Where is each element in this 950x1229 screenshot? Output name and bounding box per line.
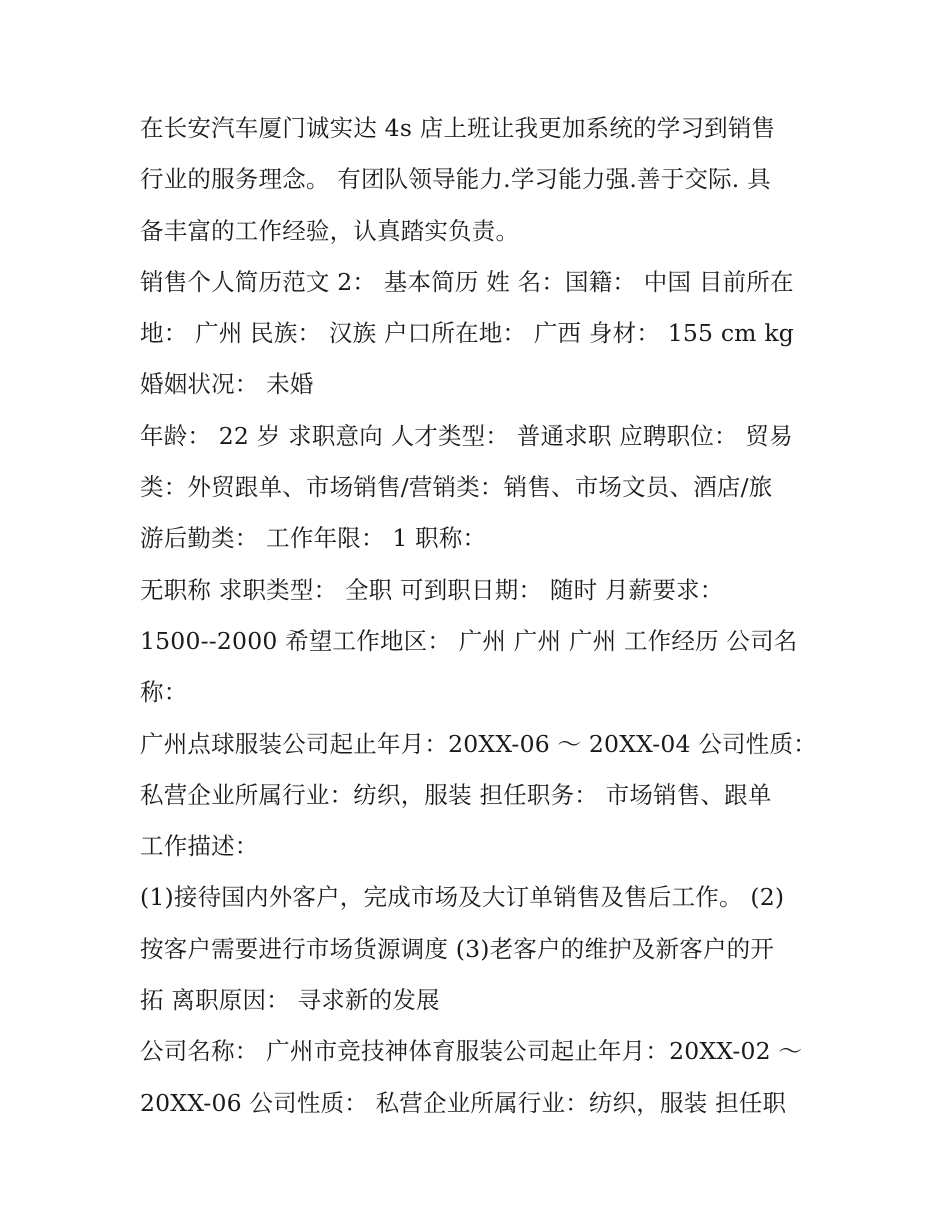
text-line: 类：外贸跟单、市场销售/营销类：销售、市场文员、酒店/旅: [140, 473, 773, 502]
text-line: 称：: [140, 678, 188, 707]
text-line: 按客户需要进行市场货源调度 (3)老客户的维护及新客户的开: [140, 934, 775, 963]
text-line: 备丰富的工作经验，认真踏实负责。: [140, 216, 520, 245]
document-body: [140, 103, 830, 1129]
text-line: 年龄： 22 岁 求职意向 人才类型： 普通求职 应聘职位： 贸易: [140, 421, 793, 450]
text-line: 拓 离职原因： 寻求新的发展: [140, 986, 440, 1015]
text-line: 行业的服务理念。 有团队领导能力.学习能力强.善于交际. 具: [140, 165, 771, 194]
text-line: 婚姻状况： 未婚: [140, 370, 314, 399]
text-line: 公司名称： 广州市竞技神体育服装公司起止年月：20XX-02 ～: [140, 1037, 803, 1066]
text-line: 地： 广州 民族： 汉族 户口所在地： 广西 身材： 155 cm kg: [140, 319, 795, 348]
text-line: 游后勤类： 工作年限： 1 职称：: [140, 524, 487, 553]
text-line: 1500--2000 希望工作地区： 广州 广州 广州 工作经历 公司名: [140, 626, 798, 655]
text-line: 在长安汽车厦门诚实达 4s 店上班让我更加系统的学习到销售: [140, 114, 776, 142]
text-line: (1)接待国内外客户，完成市场及大订单销售及售后工作。 (2): [140, 883, 785, 912]
text-line: 20XX-06 公司性质： 私营企业所属行业：纺织，服装 担任职: [140, 1088, 787, 1117]
text-line: 广州点球服装公司起止年月：20XX-06 ～ 20XX-04 公司性质：: [140, 729, 817, 758]
text-line: 工作描述：: [140, 832, 259, 861]
text-line: 无职称 求职类型： 全职 可到职日期： 随时 月薪要求：: [140, 575, 724, 604]
text-line: 私营企业所属行业：纺织，服装 担任职务： 市场销售、跟单: [140, 780, 772, 809]
text-line: 销售个人简历范文 2： 基本简历 姓 名：国籍： 中国 目前所在: [140, 267, 794, 296]
